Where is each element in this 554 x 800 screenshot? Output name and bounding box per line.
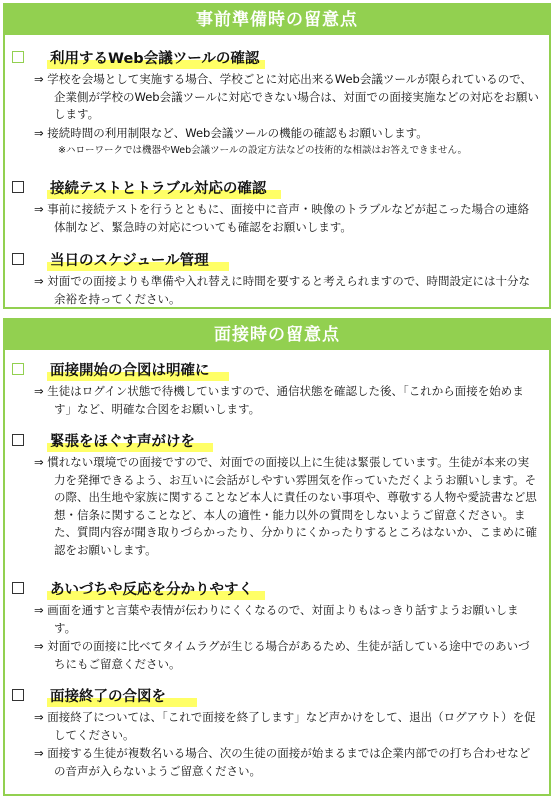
interview-section [3,318,551,796]
item-bullet: ⇒ 慣れない環境での面接ですので、対面での面接以上に生徒は緊張しています。生徒が本来の実力を発揮できるよう、お互いに会話がしやすい雰囲気を作っていただくようお願いします。その際、出生地や家族に関することなど本人に責任のない事項や、尊敬する人物や愛読書など思想・信条に関することなど、本人の適性・能力以外の質問をしないようご留意ください。また、質問内容が聞き取りづらかったり、分かりにくかったりするところはないか、こまめに確認をお願いします。 [34,455,537,557]
item-title: 緊張をほぐす声がけを [50,434,195,450]
item-bullet: ⇒ 面接終了については、「これで面接を終了します」など声かけをして、退出（ログアウト）を促してください。 [34,710,536,742]
item-title: 接続テストとトラブル対応の確認 [50,181,267,197]
section-heading: 事前準備時の留意点 [5,5,549,35]
item-title: 利用するWeb会議ツールの確認 [50,51,260,67]
item-bullet: ⇒ 学校を会場として実施する場合、学校ごとに対応出来るWeb会議ツールが限られているので、企業側が学校のWeb会議ツールに対応できない場合は、対面での面接実施などの対応をお願いします。 [34,72,539,122]
item-bullet: ⇒ 事前に接続テストを行うとともに、面接中に音声・映像のトラブルなどが起こった場合の連絡体制など、緊急時の対応についても確認をお願いします。 [34,202,530,234]
checkbox-icon [12,582,24,594]
checklist-item [29,250,539,308]
checklist-item [29,360,539,418]
checkbox-icon [12,181,24,193]
checklist-item [29,579,539,673]
item-bullet: ⇒ 生徒はログイン状態で待機していますので、通信状態を確認した後、「これから面接を始めます」など、明確な合図をお願いします。 [34,384,524,416]
item-title: 当日のスケジュール管理 [50,253,209,269]
checkbox-icon [12,434,24,446]
item-note: ※ハローワークでは機器やWeb会議ツールの設定方法などの技術的な相談はお答えできません。 [58,145,468,157]
checklist-item [29,178,539,236]
checkbox-icon [12,51,24,63]
item-bullet: ⇒ 接続時間の利用制限など、Web会議ツールの機能の確認もお願いします。 [34,125,428,140]
item-title: あいづちや反応を分かりやすく [50,582,253,598]
checklist-item [29,686,539,780]
section-heading: 面接時の留意点 [5,320,549,350]
item-bullet: ⇒ 対面での面接に比べてタイムラグが生じる場合があるため、生徒が話している途中でのあいづちにもご留意ください。 [34,639,530,671]
item-title: 面接開始の合図は明確に [50,363,210,379]
checklist-item [29,431,539,560]
item-bullet: ⇒ 対面での面接よりも準備や入れ替えに時間を要すると考えられますので、時間設定には十分な余裕を持ってください。 [34,274,531,306]
item-bullet: ⇒ 画面を通すと言葉や表情が伝わりにくくなるので、対面よりもはっきり話すようお願いします。 [34,603,519,635]
item-bullet: ⇒ 面接する生徒が複数名いる場合、次の生徒の面接が始まるまでは企業内部での打ち合わせなどの音声が入らないようご留意ください。 [34,746,531,778]
checkbox-icon [12,689,24,701]
item-title: 面接終了の合図を [50,689,166,705]
checkbox-icon [12,363,24,375]
pre-preparation-section [3,3,551,309]
checkbox-icon [12,253,24,265]
checklist-item [29,48,539,158]
